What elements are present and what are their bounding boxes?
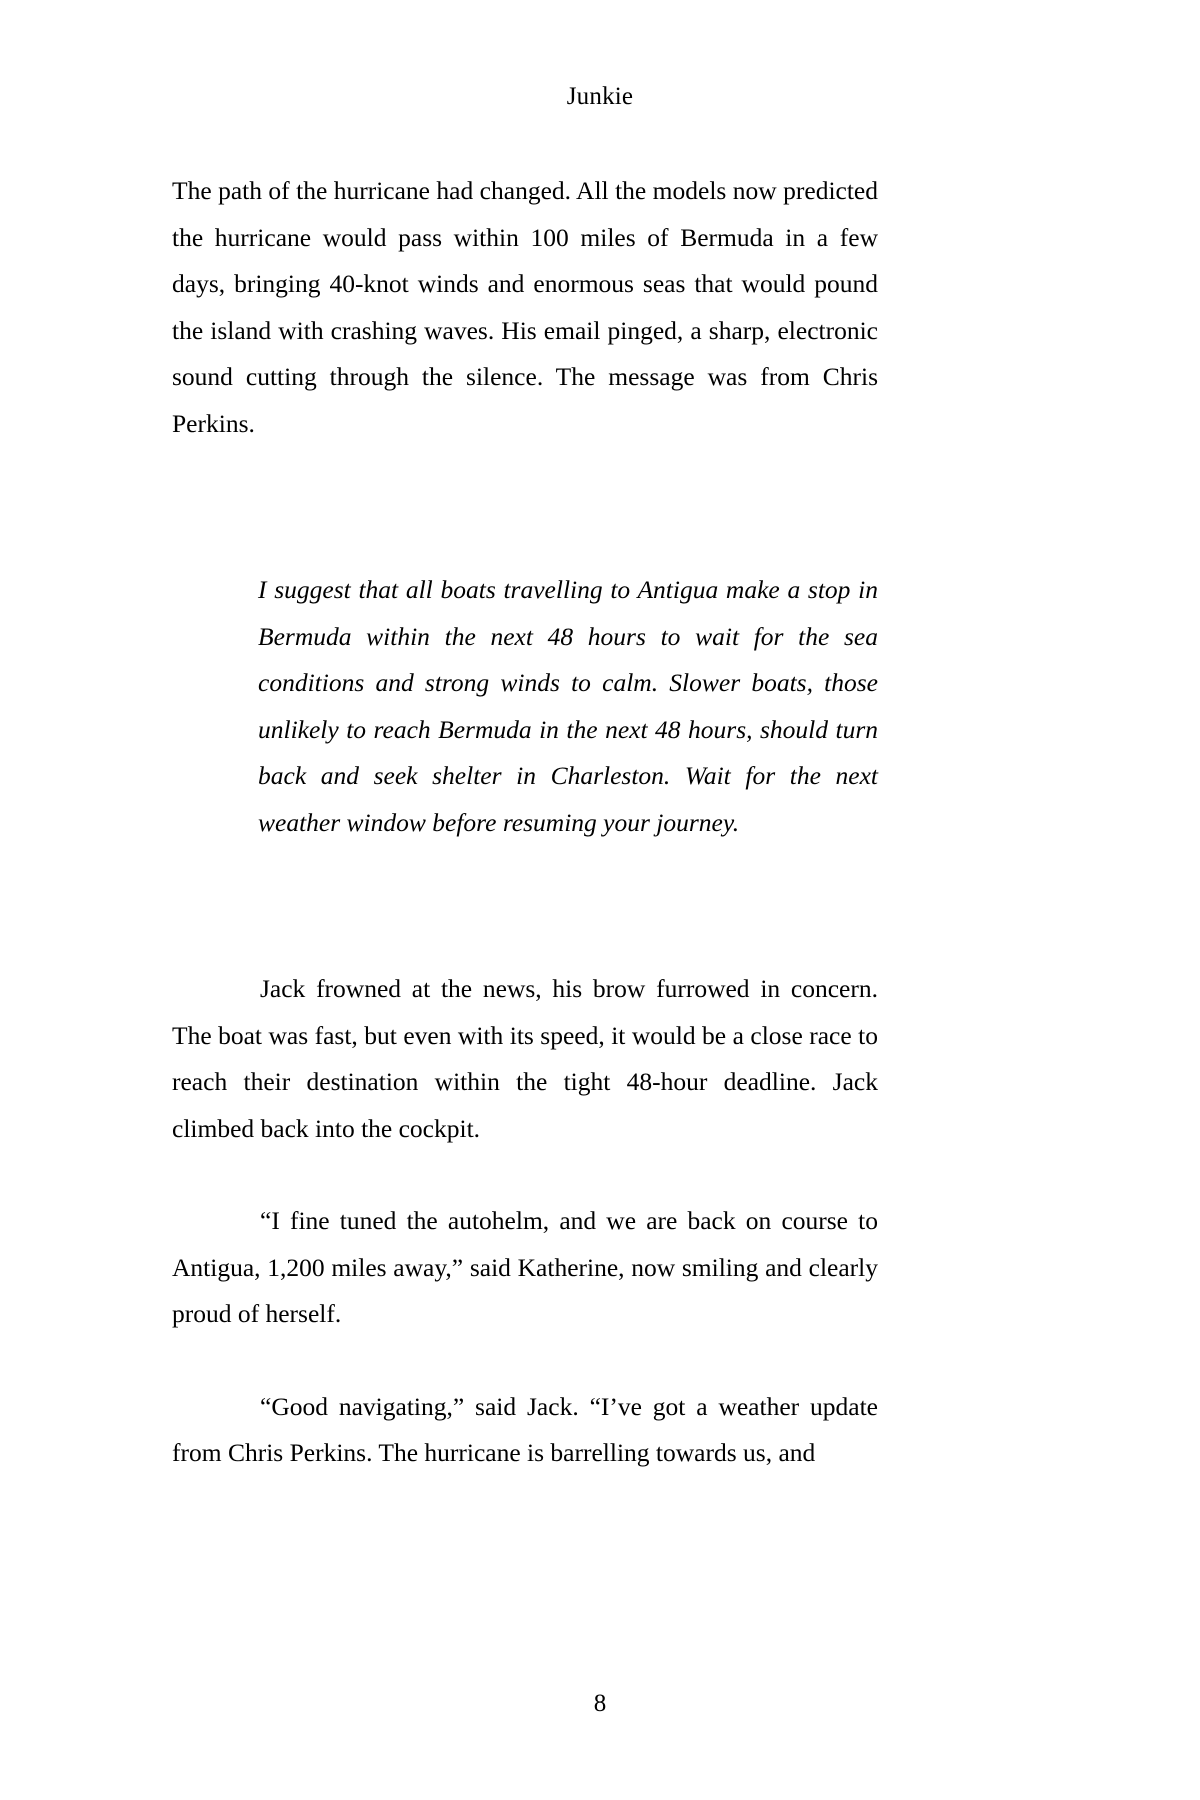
spacer-paragraph-gap-1 [172, 1152, 878, 1198]
paragraph-opening: The path of the hurricane had changed. All the models now predicted the hurricane would pass within 100 miles of Bermuda in a few days, bringing 40-knot winds and enormous seas that would pound the island with crashing waves. His email pinged, a sharp, electronic sound cutting through the silence. The message was from Chris Perkins. [172, 176, 878, 438]
paragraph-jack-frowned: Jack frowned at the news, his brow furrowed in concern. The boat was fast, but even with its speed, it would be a close race to reach their destination within the tight 48-hour deadline. Jack climbed back into the cockpit. [172, 974, 878, 1143]
page-number: 8 [593, 1690, 607, 1717]
spacer-after-quote [172, 846, 878, 966]
paragraph-jack-dialogue: “Good navigating,” said Jack. “I’ve got a weather update from Chris Perkins. The hurricane is barrelling towards us, and [172, 1391, 878, 1467]
page-body [172, 168, 878, 1477]
running-head: Junkie [566, 83, 634, 110]
spacer-paragraph-gap-2 [172, 1338, 878, 1384]
blockquote-weather-advisory: I suggest that all boats travelling to Antigua make a stop in Bermuda within the next 48 hours to wait for the sea conditions and strong winds to calm. Slower boats, those unlikely to reach Bermuda in the next 48 hours, should turn back and seek shelter in Charleston. Wait for the next weather window before resuming your journey. [258, 575, 878, 837]
spacer-before-quote [172, 447, 878, 567]
paragraph-katherine-dialogue: “I fine tuned the autohelm, and we are back on course to Antigua, 1,200 miles away,” said Katherine, now smiling and clearly proud of herself. [172, 1206, 878, 1328]
